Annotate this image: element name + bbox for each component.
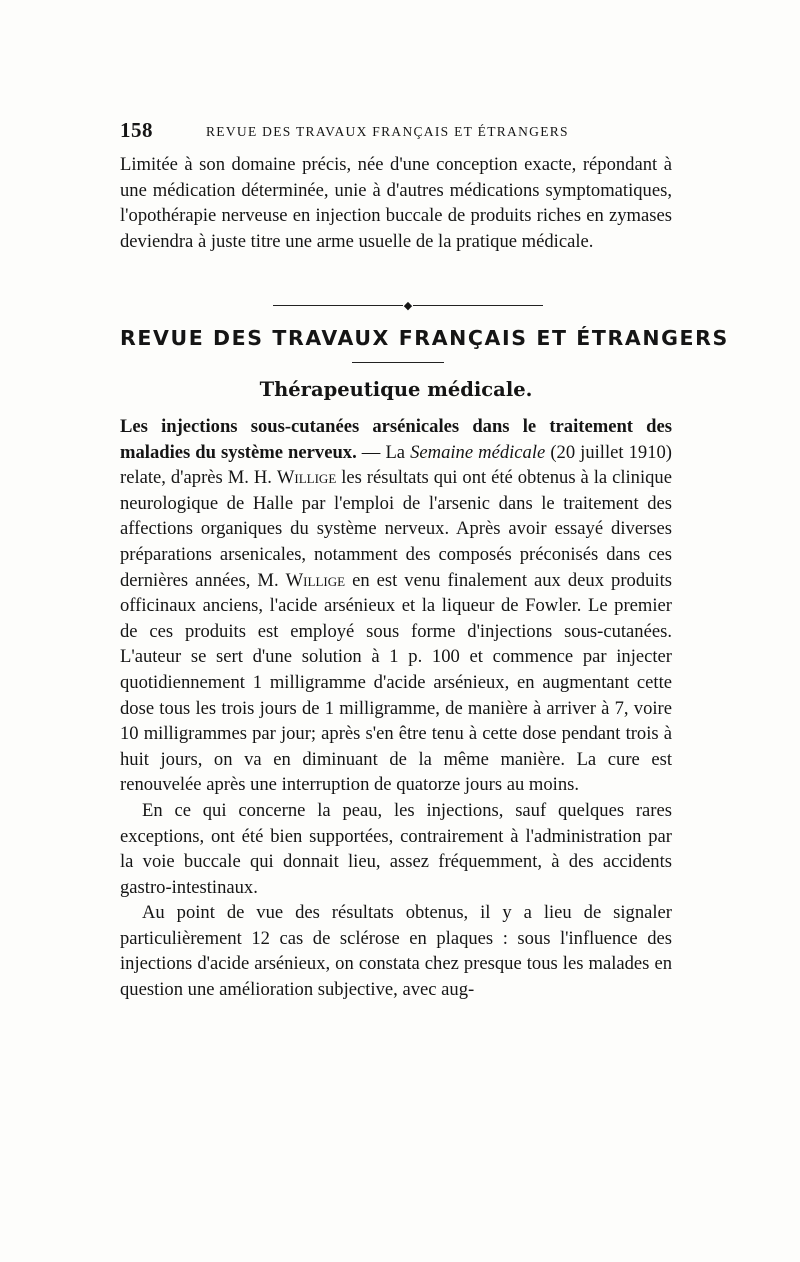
- running-header: [120, 118, 672, 144]
- article-body: [120, 414, 672, 1003]
- article-paragraph-3: Au point de vue des résultats obtenus, il y a lieu de signaler particulièrement 12 cas de sclérose en plaques : sous l'influence des injections d'acide arsénieux, on constata chez presque tous les malades en question une amélioration subjective, avec aug-: [120, 902, 672, 1001]
- heading-rule: [352, 362, 444, 363]
- article-text-3: en est venu finalement aux deux produits officinaux anciens, l'acide arsénieux et la liqueur de Fowler. Le premier de ces produits est employé sous forme d'injections sous-cutanées. L'auteur se sert d'une solution à 1 p. 100 et commence par injecter quotidiennement 1 milligramme d'acide arsénieux, en augmentant cette dose tous les trois jours de 1 milligramme, de manière à arriver à 7, voire 10 milligrammes par jour; après s'en être tenu à cette dose pendant trois à huit jours, on va en diminuant de la même manière. La cure est renouvelée après une interruption de quatorze jours au moins.: [120, 569, 672, 796]
- intro-paragraph: Limitée à son domaine précis, née d'une conception exacte, répondant à une médication déterminée, unie à d'autres médications symptomatiques, l'opothérapie nerveuse en injection buccale de produits riches en zymases deviendra à juste titre une arme usuelle de la pratique médicale.: [120, 154, 672, 252]
- author-name: Willige: [285, 569, 346, 591]
- article-text-1: (20 juillet 1910) relate, d'après M. H.: [120, 441, 672, 489]
- section-divider: [273, 300, 543, 312]
- section-title: REVUE DES TRAVAUX FRANÇAIS ET ÉTRANGERS: [120, 326, 729, 350]
- author-name: Willige: [276, 467, 337, 489]
- article-lead-title: Les injections sous-cutanées arsénicales dans le traitement des maladies du système nerveux.: [120, 416, 672, 463]
- article-paragraph-2: En ce qui concerne la peau, les injections, sauf quelques rares exceptions, ont été bien supportées, contrairement à l'administration par la voie buccale qui donnait lieu, assez fréquemment, à des accidents gastro-intestinaux.: [120, 799, 672, 898]
- lead-dash: — La: [356, 441, 411, 463]
- diamond-ornament-icon: ◆: [403, 300, 413, 312]
- section-subtitle: Thérapeutique médicale.: [259, 378, 533, 401]
- intro-text-block: [120, 152, 672, 254]
- page-number: 158: [120, 118, 153, 142]
- publication-name: Semaine médicale: [410, 441, 546, 463]
- article-paragraph-1: [120, 414, 672, 798]
- running-title: REVUE DES TRAVAUX FRANÇAIS ET ÉTRANGERS: [206, 124, 569, 139]
- article-text-2: les résultats qui ont été obtenus à la clinique neurologique de Halle par l'emploi de l'arsenic dans le traitement des affections organiques du système nerveux. Après avoir essayé diverses préparations arsenicales, notamment des composés préconisés dans ces dernières années, M.: [120, 467, 672, 591]
